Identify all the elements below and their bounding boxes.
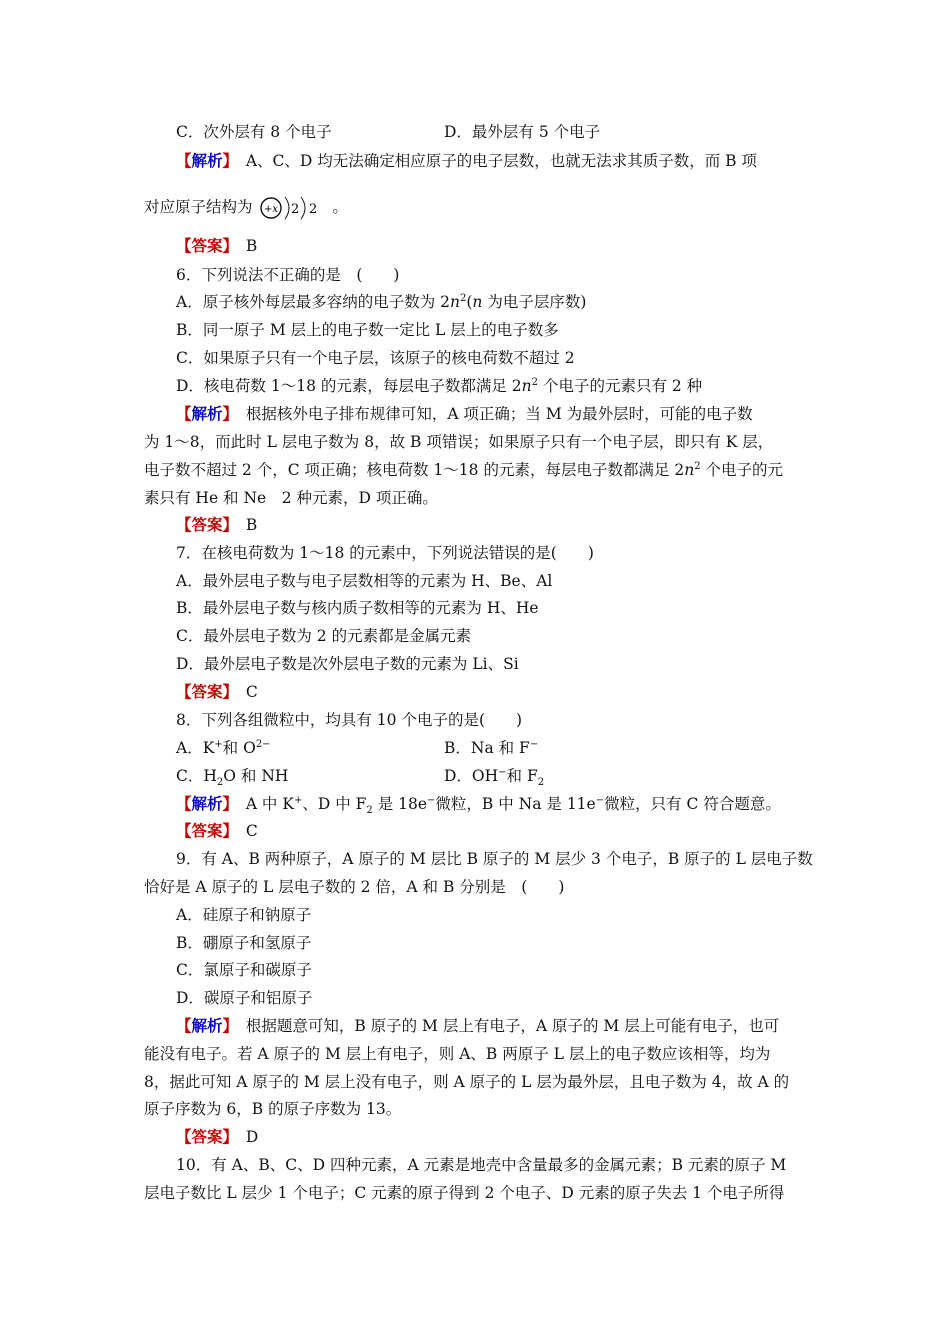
superscript: − bbox=[595, 794, 605, 806]
superscript: − bbox=[427, 794, 436, 806]
q5-option-c: C．次外层有 8 个电子 bbox=[176, 123, 332, 141]
superscript: 2 bbox=[531, 376, 539, 388]
bracket-close: 】 bbox=[222, 515, 231, 534]
option-text: O 和 NH bbox=[223, 767, 289, 785]
q10-stem-line-2: 层电子数比 L 层少 1 个电子；C 元素的原子得到 2 个电子、D 元素的原子失去 1 个电子所得 bbox=[144, 1184, 785, 1202]
bracket-open: 【 bbox=[176, 515, 192, 534]
analysis-label: 解析 bbox=[191, 794, 223, 813]
bracket-close: 】 bbox=[222, 236, 231, 255]
analysis-text: 微粒，B 中 Na 是 11e bbox=[435, 795, 596, 813]
analysis-text: 、D 中 F bbox=[302, 795, 367, 813]
analysis-label: 解析 bbox=[191, 1016, 223, 1035]
q6-stem: 6．下列说法不正确的是 ( ) bbox=[176, 266, 400, 284]
option-text: D．OH bbox=[444, 767, 499, 785]
q8-option-a bbox=[176, 738, 271, 758]
superscript: − bbox=[529, 738, 539, 750]
shell-1-count: 2 bbox=[291, 202, 300, 217]
q9-analysis-line-2: 能没有电子。若 A 原子的 M 层上有电子，则 A、B 两原子 L 层上的电子数应该相等，均为 bbox=[144, 1045, 771, 1063]
option-text: C．H bbox=[176, 767, 217, 785]
option-text: 和 O bbox=[222, 739, 256, 757]
q5-analysis-line-1 bbox=[176, 151, 757, 171]
q6-answer bbox=[176, 515, 257, 535]
q8-stem: 8．下列各组微粒中，均具有 10 个电子的是( ) bbox=[176, 711, 523, 729]
bracket-close: 】 bbox=[222, 151, 231, 170]
shell-arc-1 bbox=[285, 197, 289, 219]
answer-value: B bbox=[245, 237, 258, 255]
answer-value: C bbox=[245, 683, 258, 701]
q10-stem-line-1: 10．有 A、B、C、D 四种元素，A 元素是地壳中含量最多的金属元素；B 元素的原子 M bbox=[176, 1156, 787, 1174]
math-var: n bbox=[449, 293, 460, 311]
superscript: − bbox=[498, 766, 507, 778]
q9-option-a: A．硅原子和钠原子 bbox=[176, 906, 312, 924]
math-var: n bbox=[521, 377, 532, 395]
analysis-text: 微粒，只有 C 符合题意。 bbox=[604, 795, 781, 813]
q6-option-d bbox=[176, 376, 702, 396]
answer-value: D bbox=[245, 1128, 259, 1146]
bracket-close: 】 bbox=[222, 1127, 231, 1146]
superscript: + bbox=[214, 738, 223, 750]
q6-analysis-line-2: 为 1～8，而此时 L 层电子数为 8，故 B 项错误；如果原子只有一个电子层，即只有 K 层， bbox=[144, 433, 774, 451]
q6-analysis-line-4: 素只有 He 和 Ne 2 种元素，D 项正确。 bbox=[144, 489, 438, 507]
bracket-open: 【 bbox=[176, 1127, 192, 1146]
option-text: ( bbox=[466, 293, 473, 311]
q7-answer bbox=[176, 682, 258, 702]
bracket-open: 【 bbox=[176, 821, 192, 840]
analysis-text: 个电子的元 bbox=[700, 461, 784, 479]
nucleus-charge: +x bbox=[264, 204, 279, 215]
analysis-text: 根据核外电子排布规律可知，A 项正确；当 M 为最外层时，可能的电子数 bbox=[245, 405, 753, 423]
q7-option-c: C．最外层电子数为 2 的元素都是金属元素 bbox=[176, 627, 472, 645]
option-text: 和 F bbox=[506, 767, 538, 785]
answer-label: 答案 bbox=[191, 682, 223, 701]
bracket-open: 【 bbox=[176, 682, 192, 701]
bracket-close: 】 bbox=[222, 821, 231, 840]
analysis-label: 解析 bbox=[191, 404, 223, 423]
q7-option-d: D．最外层电子数是次外层电子数的元素为 Li、Si bbox=[176, 655, 519, 673]
superscript: 2 bbox=[459, 292, 467, 304]
analysis-label: 解析 bbox=[191, 151, 223, 170]
q5-answer bbox=[176, 236, 257, 256]
q9-answer bbox=[176, 1127, 258, 1147]
answer-label: 答案 bbox=[191, 1127, 223, 1146]
subscript: 2 bbox=[216, 777, 224, 789]
q5-analysis-line-2 bbox=[144, 194, 348, 222]
option-text: A．K bbox=[176, 739, 215, 757]
bracket-close: 】 bbox=[222, 1016, 231, 1035]
q7-stem: 7．在核电荷数为 1～18 的元素中，下列说法错误的是( ) bbox=[176, 544, 594, 562]
option-text: A．原子核外每层最多容纳的电子数为 2 bbox=[176, 293, 450, 311]
q6-analysis-line-1 bbox=[176, 404, 753, 424]
subscript: 2 bbox=[537, 777, 545, 789]
bracket-open: 【 bbox=[176, 236, 192, 255]
q8-option-c bbox=[176, 766, 289, 789]
analysis-text: 对应原子结构为 bbox=[144, 198, 253, 216]
option-text: 为电子层序数) bbox=[482, 293, 587, 311]
analysis-text: 电子数不超过 2 个，C 项正确；核电荷数 1～18 的元素，每层电子数都满足 2 bbox=[144, 461, 685, 479]
bracket-close: 】 bbox=[222, 404, 231, 423]
q6-option-c: C．如果原子只有一个电子层，该原子的核电荷数不超过 2 bbox=[176, 349, 575, 367]
q5-option-d: D．最外层有 5 个电子 bbox=[444, 123, 601, 141]
option-text: 个电子的元素只有 2 种 bbox=[538, 377, 703, 395]
analysis-text: 是 18e bbox=[372, 795, 428, 813]
option-text: B．Na 和 F bbox=[444, 739, 530, 757]
shell-arc-2 bbox=[301, 197, 305, 219]
math-var: n bbox=[472, 293, 483, 311]
q8-answer bbox=[176, 821, 258, 841]
answer-label: 答案 bbox=[191, 821, 223, 840]
answer-value: B bbox=[245, 516, 258, 534]
bracket-close: 】 bbox=[222, 682, 231, 701]
q7-option-b: B．最外层电子数与核内质子数相等的元素为 H、He bbox=[176, 599, 539, 617]
q8-option-d bbox=[444, 766, 545, 789]
superscript: 2− bbox=[255, 738, 271, 750]
superscript: + bbox=[293, 794, 303, 806]
shell-2-count: 2 bbox=[309, 202, 318, 217]
bracket-open: 【 bbox=[176, 404, 192, 423]
bracket-open: 【 bbox=[176, 1016, 192, 1035]
subscript: 2 bbox=[366, 805, 373, 817]
answer-label: 答案 bbox=[191, 515, 223, 534]
bracket-open: 【 bbox=[176, 794, 192, 813]
q8-option-b bbox=[444, 738, 538, 758]
q7-option-a: A．最外层电子数与电子层数相等的元素为 H、Be、Al bbox=[176, 572, 553, 590]
q6-option-a bbox=[176, 292, 586, 312]
q9-analysis-line-4: 原子序数为 6，B 的原子序数为 13。 bbox=[144, 1100, 402, 1118]
analysis-text: A、C、D 均无法确定相应原子的电子层数，也就无法求其质子数，而 B 项 bbox=[245, 152, 757, 170]
q9-option-b: B．硼原子和氢原子 bbox=[176, 934, 312, 952]
analysis-text: A 中 K bbox=[245, 795, 294, 813]
q8-analysis bbox=[176, 794, 781, 817]
q6-analysis-line-3 bbox=[144, 460, 783, 480]
q9-option-c: C．氯原子和碳原子 bbox=[176, 961, 312, 979]
analysis-text: 。 bbox=[332, 198, 348, 216]
q9-stem-line-2: 恰好是 A 原子的 L 层电子数的 2 倍，A 和 B 分别是 ( ) bbox=[144, 878, 565, 896]
q9-stem-line-1: 9．有 A、B 两种原子，A 原子的 M 层比 B 原子的 M 层少 3 个电子，B 原子的 L 层电子数 bbox=[176, 850, 813, 868]
bracket-open: 【 bbox=[176, 151, 192, 170]
answer-value: C bbox=[245, 822, 258, 840]
option-text: D．核电荷数 1～18 的元素，每层电子数都满足 2 bbox=[176, 377, 522, 395]
q9-option-d: D．碳原子和铝原子 bbox=[176, 989, 313, 1007]
q6-option-b: B．同一原子 M 层上的电子数一定比 L 层上的电子数多 bbox=[176, 321, 559, 339]
math-var: n bbox=[684, 461, 695, 479]
atom-structure-diagram bbox=[259, 194, 325, 222]
q9-analysis-line-1 bbox=[176, 1016, 779, 1036]
analysis-text: 根据题意可知，B 原子的 M 层上有电子，A 原子的 M 层上可能有电子，也可 bbox=[245, 1017, 780, 1035]
answer-label: 答案 bbox=[191, 236, 223, 255]
q9-analysis-line-3: 8，据此可知 A 原子的 M 层上没有电子，则 A 原子的 L 层为最外层，且电子数为 4，故 A 的 bbox=[144, 1073, 790, 1091]
bracket-close: 】 bbox=[222, 794, 231, 813]
superscript: 2 bbox=[694, 460, 701, 472]
